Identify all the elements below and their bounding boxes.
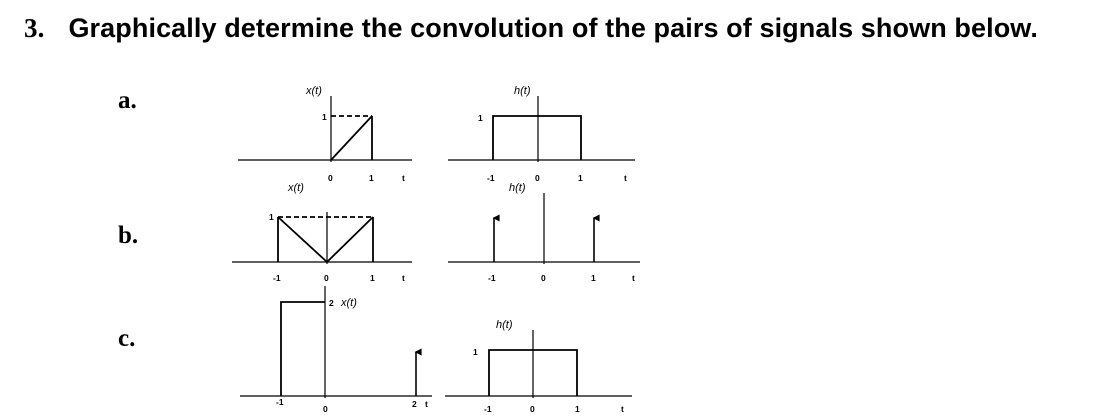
part-a-label: a. [118, 87, 137, 114]
part-c-x-rect [281, 302, 325, 396]
problem-number: 3. [24, 13, 45, 43]
part-c-x-level-label: 2 [329, 298, 334, 308]
part-b-x-tick-1: 1 [370, 273, 375, 283]
part-a-h-tick-1: 1 [578, 173, 583, 183]
part-b-x-tick-neg1: -1 [273, 273, 281, 283]
part-c-h-name: h(t) [496, 319, 513, 331]
part-a-x-plot [238, 85, 412, 183]
part-a-h-tick-neg1: -1 [487, 173, 495, 183]
part-c-label: c. [118, 325, 136, 352]
part-b-x-up-ramp [327, 217, 373, 262]
problem-text: Graphically determine the convolution of the pairs of signals shown below. [68, 13, 1038, 43]
part-b-x-level-label: 1 [269, 212, 274, 222]
part-a-h-tick-t: t [624, 173, 627, 183]
part-a-x-level-label: 1 [322, 112, 327, 122]
part-b-h-tick-0: 0 [541, 273, 546, 283]
part-b-h-tick-t: t [632, 273, 635, 283]
part-a-h-rect [493, 116, 581, 160]
part-a-x-ramp [331, 116, 372, 160]
part-c-x-name: x(t) [341, 297, 357, 309]
part-b-label: b. [118, 222, 139, 249]
part-a-x-name: x(t) [306, 85, 322, 97]
part-a-x-tick-1: 1 [369, 173, 374, 183]
part-b-x-plot [232, 182, 412, 283]
part-a-h-name: h(t) [514, 85, 531, 97]
part-a-h-plot [448, 85, 635, 183]
part-a-h-level-label: 1 [478, 113, 483, 123]
part-a-h-tick-0: 0 [535, 173, 540, 183]
part-b-x-down-ramp [278, 217, 327, 262]
part-b-x-tick-t: t [402, 273, 405, 283]
part-b-h-name: h(t) [509, 182, 526, 194]
part-c-x-tick-neg1: -1 [276, 397, 284, 407]
part-b-h-plot [448, 182, 640, 283]
part-b-h-tick-neg1: -1 [488, 273, 496, 283]
part-c-x-tick-0: 0 [323, 404, 328, 414]
part-c-h-tick-t: t [621, 404, 624, 414]
part-a-x-tick-0: 0 [328, 173, 333, 183]
part-c-x-plot [240, 286, 432, 414]
part-c-x-tick-2: 2 [412, 399, 417, 409]
part-c-x-tick-t: t [425, 399, 428, 409]
part-c-h-plot [445, 319, 632, 414]
part-b-x-tick-0: 0 [324, 273, 329, 283]
part-b-h-tick-1: 1 [591, 273, 596, 283]
part-c-h-tick-1: 1 [575, 404, 580, 414]
part-c-h-level-label: 1 [473, 347, 478, 357]
part-a-x-tick-t: t [402, 173, 405, 183]
part-b-x-name: x(t) [288, 182, 304, 194]
part-c-h-tick-0: 0 [530, 404, 535, 414]
part-c-h-tick-neg1: -1 [484, 404, 492, 414]
